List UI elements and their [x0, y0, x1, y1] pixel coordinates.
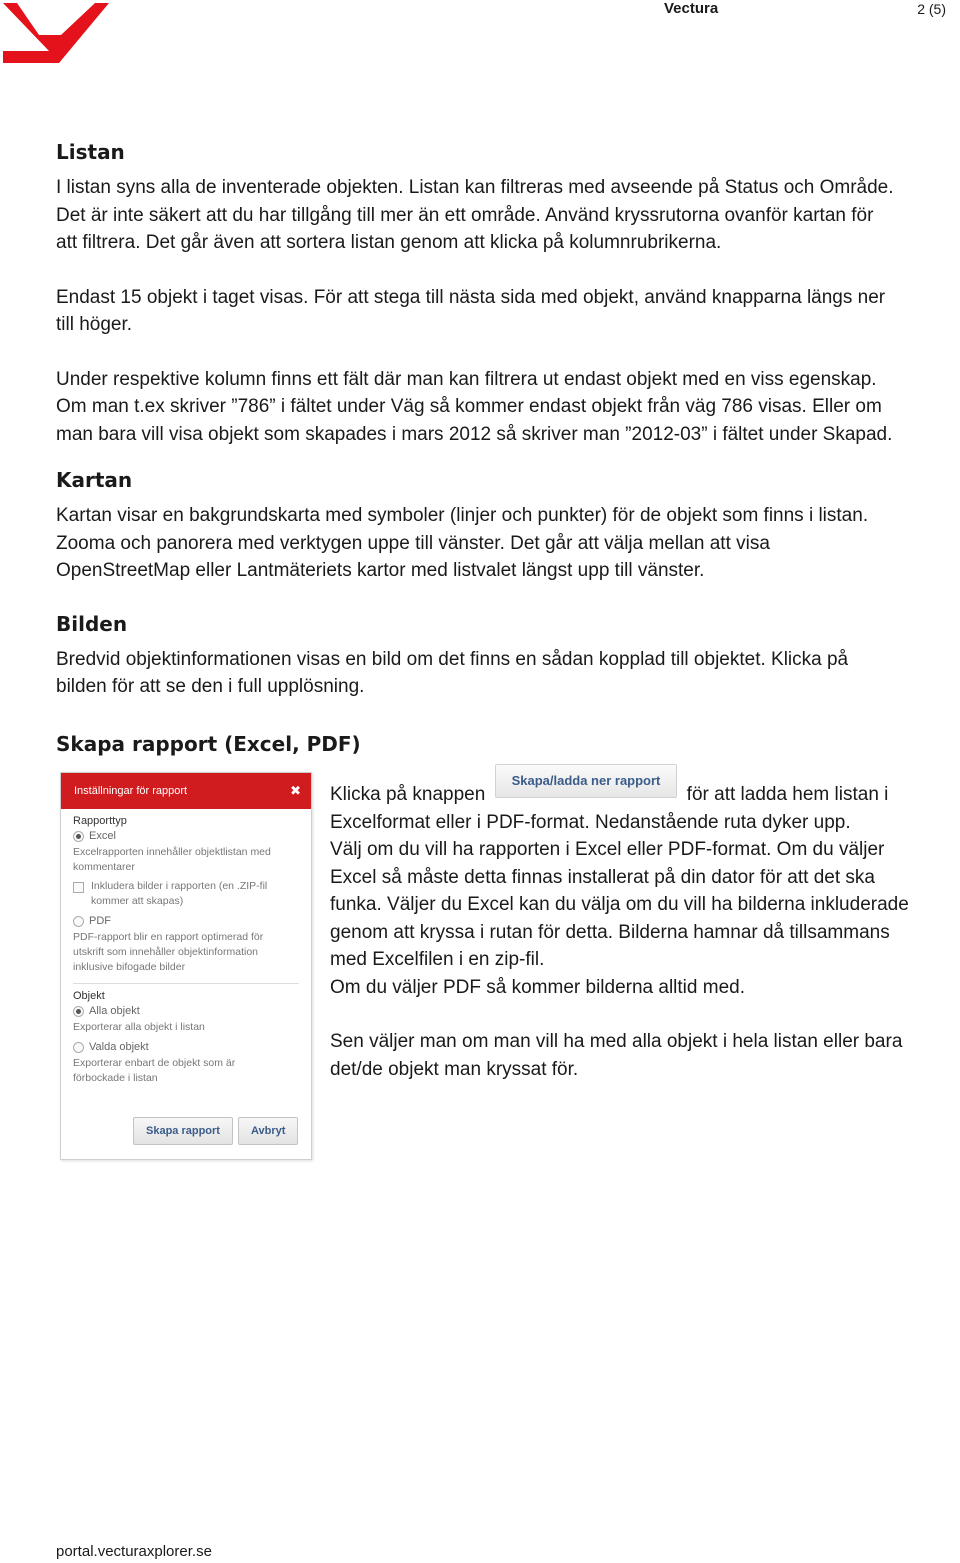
line: funka. Väljer du Excel kan du välja om du vill ha bilderna inkluderade: [330, 894, 909, 915]
line: med Excelfilen i en zip-fil.: [330, 949, 545, 970]
alla-objekt-description: Exporterar alla objekt i listan: [73, 1021, 205, 1033]
rapporttyp-label: Rapporttyp: [73, 815, 127, 827]
excel-radio[interactable]: [73, 831, 84, 842]
excel-label: Excel: [89, 830, 116, 842]
alla-objekt-radio[interactable]: [73, 1006, 84, 1017]
document-content: [56, 130, 960, 766]
vectura-logo: [3, 3, 109, 65]
line: det/de objekt man kryssat för.: [330, 1058, 579, 1080]
desc-line: kommentarer: [73, 861, 135, 873]
include-images-checkbox[interactable]: [73, 882, 84, 893]
listan-paragraph-1: [56, 174, 960, 257]
desc-line: Inkludera bilder i rapporten (en .ZIP-fil: [91, 880, 268, 892]
valda-objekt-description: [73, 1056, 299, 1086]
footer-url: portal.vecturaxplorer.se: [56, 1543, 212, 1560]
line: Om du väljer PDF så kommer bilderna alltid med.: [330, 976, 745, 998]
line: att filtrera. Det går även att sortera listan genom att klicka på kolumnrubrikerna.: [56, 232, 722, 253]
pdf-label: PDF: [89, 915, 111, 927]
line: Kartan visar en bakgrundskarta med symboler (linjer och punkter) för de objekt som finns i listan.: [56, 505, 869, 526]
line: Excelformat eller i PDF-format. Nedanstående ruta dyker upp.: [330, 811, 851, 833]
dialog-title: Inställningar för rapport: [74, 785, 188, 797]
desc-line: förbockade i listan: [73, 1072, 158, 1084]
line: genom att kryssa i rutan för detta. Bilderna hamnar då tillsammans: [330, 921, 890, 943]
report-settings-dialog: [60, 772, 312, 1160]
line: Det är inte säkert att du har tillgång till mer än ett område. Använd kryssrutorna ovanför kartan för: [56, 204, 874, 226]
heading-listan: Listan: [56, 140, 125, 164]
desc-line: Excelrapporten innehåller objektlistan med: [73, 846, 271, 858]
header-brand: Vectura: [664, 0, 719, 17]
page-number: 2 (5): [917, 1, 946, 17]
desc-line: Exporterar enbart de objekt som är: [73, 1057, 236, 1069]
line: Zooma och panorera med verktygen uppe till vänster. Det går att välja mellan att visa: [56, 532, 770, 554]
line: Om man t.ex skriver ”786” i fältet under Väg så kommer endast objekt från väg 786 visas. Eller om: [56, 396, 882, 417]
desc-line: utskrift som innehåller objektinformation: [73, 946, 259, 958]
pdf-radio[interactable]: [73, 916, 84, 927]
dialog-titlebar: [61, 773, 311, 809]
desc-line: inklusive bifogade bilder: [73, 961, 186, 973]
line: Under respektive kolumn finns ett fält där man kan filtrera ut endast objekt med en viss egenskap.: [56, 368, 877, 390]
pdf-description: [73, 930, 299, 975]
include-images-label: [91, 879, 267, 909]
line: Klicka på knappen: [330, 784, 486, 805]
excel-description: [73, 845, 299, 875]
desc-line: PDF-rapport blir en rapport optimerad för: [73, 931, 264, 943]
alla-objekt-label: Alla objekt: [89, 1005, 140, 1017]
heading-kartan: Kartan: [56, 468, 133, 492]
listan-paragraph-2: [56, 284, 960, 339]
rapport-instructions: [330, 772, 960, 1083]
bilden-paragraph: [56, 646, 960, 701]
create-report-button[interactable]: Skapa rapport: [133, 1117, 233, 1145]
line: bilden för att se den i full upplösning.: [56, 676, 365, 697]
cancel-button[interactable]: Avbryt: [238, 1117, 298, 1145]
valda-objekt-radio[interactable]: [73, 1042, 84, 1053]
line: OpenStreetMap eller Lantmäteriets kartor med listvalet längst upp till vänster.: [56, 560, 705, 581]
create-download-report-button[interactable]: Skapa/ladda ner rapport: [495, 764, 678, 798]
line: till höger.: [56, 314, 133, 335]
alla-objekt-option[interactable]: [73, 1005, 299, 1017]
line: Excel så måste detta finnas installerat på din dator för att det ska: [330, 866, 875, 888]
line: Sen väljer man om man vill ha med alla objekt i hela listan eller bara: [330, 1031, 903, 1052]
close-icon[interactable]: ✖: [290, 783, 301, 798]
line: Välj om du vill ha rapporten i Excel eller PDF-format. Om du väljer: [330, 839, 885, 860]
include-images-option[interactable]: [73, 879, 299, 909]
line: Bredvid objektinformationen visas en bild om det finns en sådan kopplad till objektet. Klicka på: [56, 648, 849, 670]
valda-objekt-label: Valda objekt: [89, 1041, 149, 1053]
desc-line: kommer att skapas): [91, 895, 184, 907]
kartan-paragraph: [56, 502, 960, 585]
valda-objekt-option[interactable]: [73, 1041, 299, 1053]
heading-skapa-rapport: Skapa rapport (Excel, PDF): [56, 731, 361, 756]
line: Endast 15 objekt i taget visas. För att stega till nästa sida med objekt, använd knapparna längs ner: [56, 286, 886, 308]
line: för att ladda hem listan i: [686, 784, 889, 805]
excel-option[interactable]: [73, 830, 299, 842]
objekt-label: Objekt: [73, 990, 105, 1002]
divider: [73, 983, 299, 984]
line: man bara vill visa objekt som skapades i mars 2012 så skriver man ”2012-03” i fältet under Skapad.: [56, 423, 893, 445]
heading-bilden: Bilden: [56, 611, 128, 636]
line: I listan syns alla de inventerade objekten. Listan kan filtreras med avseende på Status och Område.: [56, 177, 894, 198]
listan-paragraph-3: [56, 366, 960, 449]
pdf-option[interactable]: [73, 915, 299, 927]
